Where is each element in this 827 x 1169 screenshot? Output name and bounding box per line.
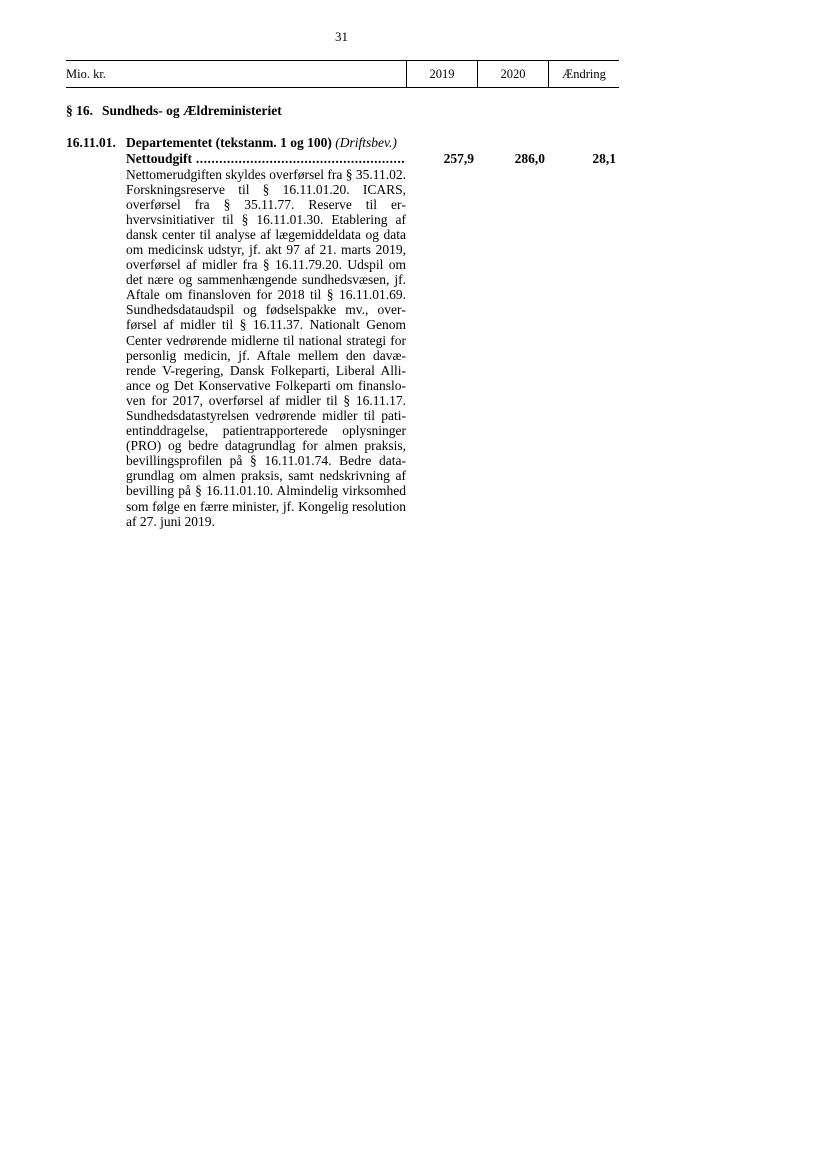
section-title: Sundheds- og Ældreministeriet: [102, 103, 282, 118]
column-header-2020: 2020: [477, 61, 548, 87]
page-number: 31: [335, 29, 348, 44]
column-header-2019: 2019: [406, 61, 477, 87]
column-header-row: [66, 60, 619, 88]
entry-title-suffix: (Driftsbev.): [335, 135, 397, 150]
entry-title: [126, 135, 406, 151]
value-2019: 257,9: [443, 150, 474, 166]
unit-label: Mio. kr.: [66, 66, 106, 81]
entry-code: 16.11.01.: [66, 135, 116, 150]
entry-body: [126, 135, 406, 529]
net-expense-row: [126, 151, 406, 167]
entry-title-main: Departementet (tekstanm. 1 og 100): [126, 135, 332, 150]
section-heading: [66, 103, 282, 119]
net-expense-label: Nettoudgift .....: [126, 151, 406, 167]
column-header-change: Ændring: [548, 61, 619, 87]
value-2020: 286,0: [514, 150, 545, 166]
entry-explanation: Nettomerudgiften skyldes overførsel fra § 35.11.02. Forskningsreserve til § 16.11.01.20. ICARS, overførsel fra § 35.11.77. Reserve til erhvervsinitiativer til § 16.11.01.30. Etablering af dansk center til analyse af lægemiddeldata og data om medicinsk udstyr, jf. akt 97 af 21. marts 2019, overførsel af midler fra § 16.11.79.20. Udspil om det nære og sammenhængende sundhedsvæsen, jf. Aftale om finansloven for 2018 til § 16.11.01.69. Sundhedsdataudspil og fødselspakke mv., overførsel af midler til § 16.11.37. Nationalt Genom Center vedrørende midlerne til national strategi for personlig medicin, jf. Aftale mellem den daværende V-regering, Dansk Folkeparti, Liberal Alliance og Det Konservative Folkeparti om finansloven for 2017, overførsel af midler til § 16.11.17. Sundhedsdatastyrelsen vedrørende midler til patientinddragelse, patientrapporterede oplysninger (PRO) og bedre datagrundlag for almen praksis, bevillingsprofilen på § 16.11.01.74. Bedre datagrundlag om almen praksis, samt nedskrivning af bevilling på § 16.11.01.10. Almindelig virksomhed som følge en færre minister, jf. Kongelig resolution af 27. juni 2019.: [126, 166, 406, 529]
value-change: 28,1: [592, 150, 616, 166]
section-number: § 16.: [66, 103, 93, 118]
